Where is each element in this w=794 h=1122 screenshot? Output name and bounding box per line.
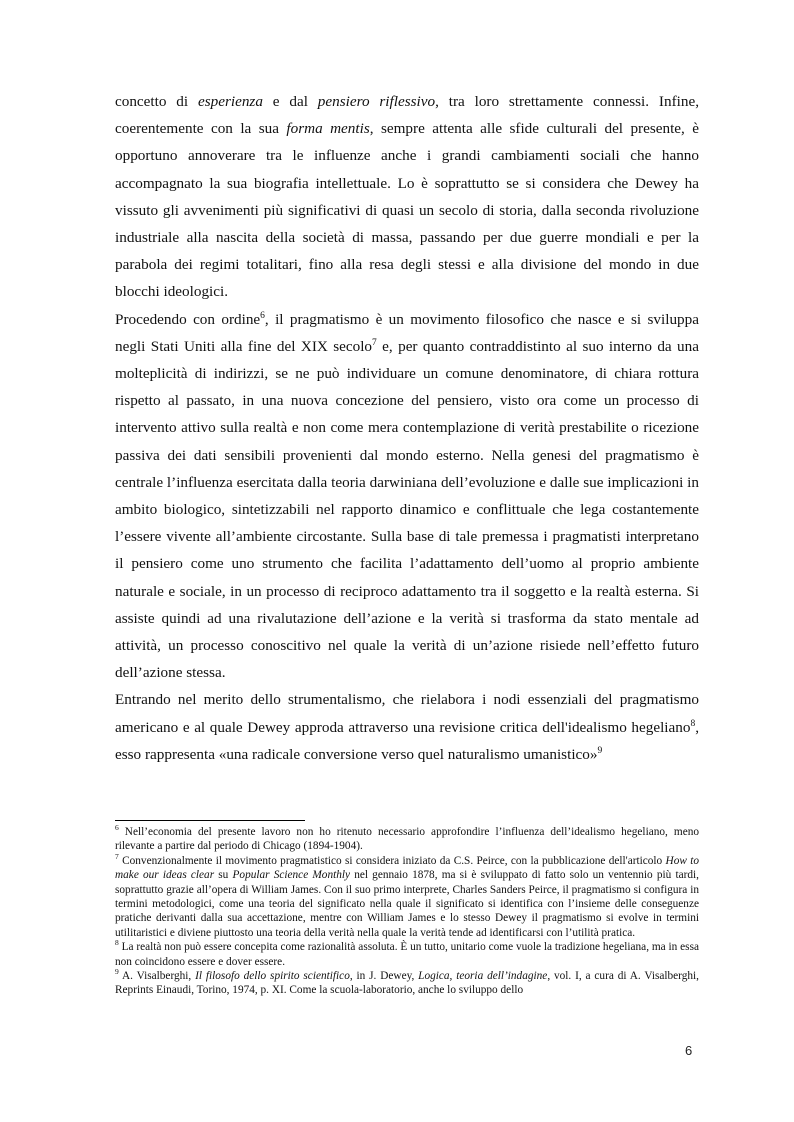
footnote-ref: 6 — [260, 310, 265, 321]
footnote-ref: 7 — [372, 337, 377, 348]
paragraph-1 — [115, 88, 699, 306]
footnote-7 — [115, 854, 699, 940]
paragraph-3 — [115, 686, 699, 768]
footnote-6 — [115, 825, 699, 854]
page-number: 6 — [685, 1043, 693, 1058]
footnote-ref: 9 — [597, 745, 603, 756]
footnote-text: A. Visalberghi, — [118, 970, 196, 983]
text-run: , sempre attenta alle sfide culturali del presente, è opportuno annoverare tra le influenze anche i grandi cambiamenti sociali che hanno accompagnato la sua biografia intellettuale. Lo è soprattutto se si considera che Dewey ha vissuto gli avvenimenti più significativi di quasi un secolo di storia, dalla seconda rivoluzione industriale alla nascita della società di massa, passando per due guerre mondiali e per la parabola dei regimi totalitari, fino alla resa degli stessi e alla divisione del mondo in due blocchi ideologici. — [115, 120, 700, 301]
footnote-text: La realtà non può essere concepita come razionalità assoluta. È un tutto, unitario come vuole la tradizione hegeliana, ma in essa non coincidono essere e dover essere. — [115, 941, 699, 968]
footnote-9 — [115, 969, 699, 998]
italic-title: Popular Science Monthly — [232, 869, 351, 882]
italic-title: How to make our ideas clear — [115, 854, 699, 882]
footnote-text: Convenzionalmente il movimento pragmatistico si considera iniziato da C.S. Peirce, con la pubblicazione dell'articolo — [118, 854, 666, 867]
text-run: Procedendo con ordine — [115, 310, 261, 328]
footnote-text: su — [214, 869, 233, 882]
italic-title: Il filosofo dello spirito scientifico — [195, 970, 350, 983]
italic-term: forma mentis — [286, 120, 370, 138]
footnote-text: nel gennaio 1878, ma si è sviluppato di fatto solo un ventennio più tardi, soprattutto grazie all’opera di William James. Con il suo primo interprete, Charles Sanders Peirce, il pragmatismo si configura in termini metodologici, come una teoria del significato nella quale il significato si identifica con l’insieme delle conseguenze pratiche derivanti dalla sua accettazione, mentre con William James e lo stesso Dewey il pragmatismo si evolve in termini utilitaristici e diviene piuttosto una teoria della verità nella quale la verità tende ad identificarsi con l’utilità pratica. — [115, 869, 699, 939]
footnote-number: 6 — [115, 823, 119, 833]
footnote-separator — [115, 820, 305, 821]
text-run: , tra loro strettamente connessi. Infine, coerentemente con la sua — [115, 93, 699, 138]
footnote-number: 9 — [115, 967, 119, 977]
text-run: concetto di — [115, 93, 198, 110]
footnote-number: 7 — [115, 852, 119, 862]
text-run: , il pragmatismo è un movimento filosofico che nasce e si sviluppa negli Stati Uniti alla fine del XIX secolo — [115, 310, 699, 355]
text-run: e, per quanto contraddistinto al suo interno da una molteplicità di indirizzi, se ne può individuare un comune denominatore, di chiara rottura rispetto al passato, in una nuova concezione del pensiero, visto ora come un processo di intervento attivo sulla realtà e non come mera contemplazione di verità prestabilite o ricezione passiva dei dati sensibili provenienti dal mondo esterno. Nella genesi del pragmatismo è centrale l’influenza esercitata dalla teoria darwiniana dell’evoluzione e dalle sue implicazioni in ambito biologico, sintetizzabili nel rapporto dinamico e conflittuale che lega costantemente l’essere vivente all’ambiente circostante. Sulla base di tale premessa i pragmatisti interpretano il pensiero come uno strumento che facilita l’adattamento dell’uomo al proprio ambiente naturale e sociale, in un processo di reciproco adattamento tra il soggetto e la realtà esterna. Si assiste quindi ad una rivalutazione dell’azione e la verità si trasforma da stato mentale ad attività, un processo conoscitivo nel quale la verità di un’azione risiede nell’effetto futuro dell’azione stessa. — [115, 337, 699, 682]
footnote-8 — [115, 940, 699, 969]
text-run: , esso rappresenta «una radicale conversione verso quel naturalismo umanistico» — [115, 718, 699, 763]
footnote-text: Nell’economia del presente lavoro non ho ritenuto necessario approfondire l’influenza dell’idealismo hegeliano, meno rilevante a partire dal periodo di Chicago (1894-1904). — [115, 826, 699, 853]
footnote-ref: 8 — [690, 718, 696, 729]
footnotes — [115, 825, 699, 998]
paragraph-2 — [115, 306, 699, 687]
text-run: e dal — [262, 93, 318, 110]
italic-term: pensiero riflessivo — [317, 93, 436, 110]
footnote-text: , vol. I, a cura di A. Visalberghi, Reprints Einaudi, Torino, 1974, p. XI. Come la scuola-laboratorio, anche lo sviluppo dello — [115, 970, 699, 997]
footnote-number: 8 — [115, 938, 119, 948]
footnote-text: , in J. Dewey, — [349, 970, 419, 983]
italic-title: Logica, teoria dell’indagine — [418, 970, 548, 983]
body-text — [115, 88, 699, 768]
italic-term: esperienza — [197, 93, 263, 110]
text-run: Entrando nel merito dello strumentalismo, che rielabora i nodi essenziali del pragmatismo americano e al quale Dewey approda attraverso una revisione critica dell'idealismo hegeliano — [115, 691, 699, 736]
